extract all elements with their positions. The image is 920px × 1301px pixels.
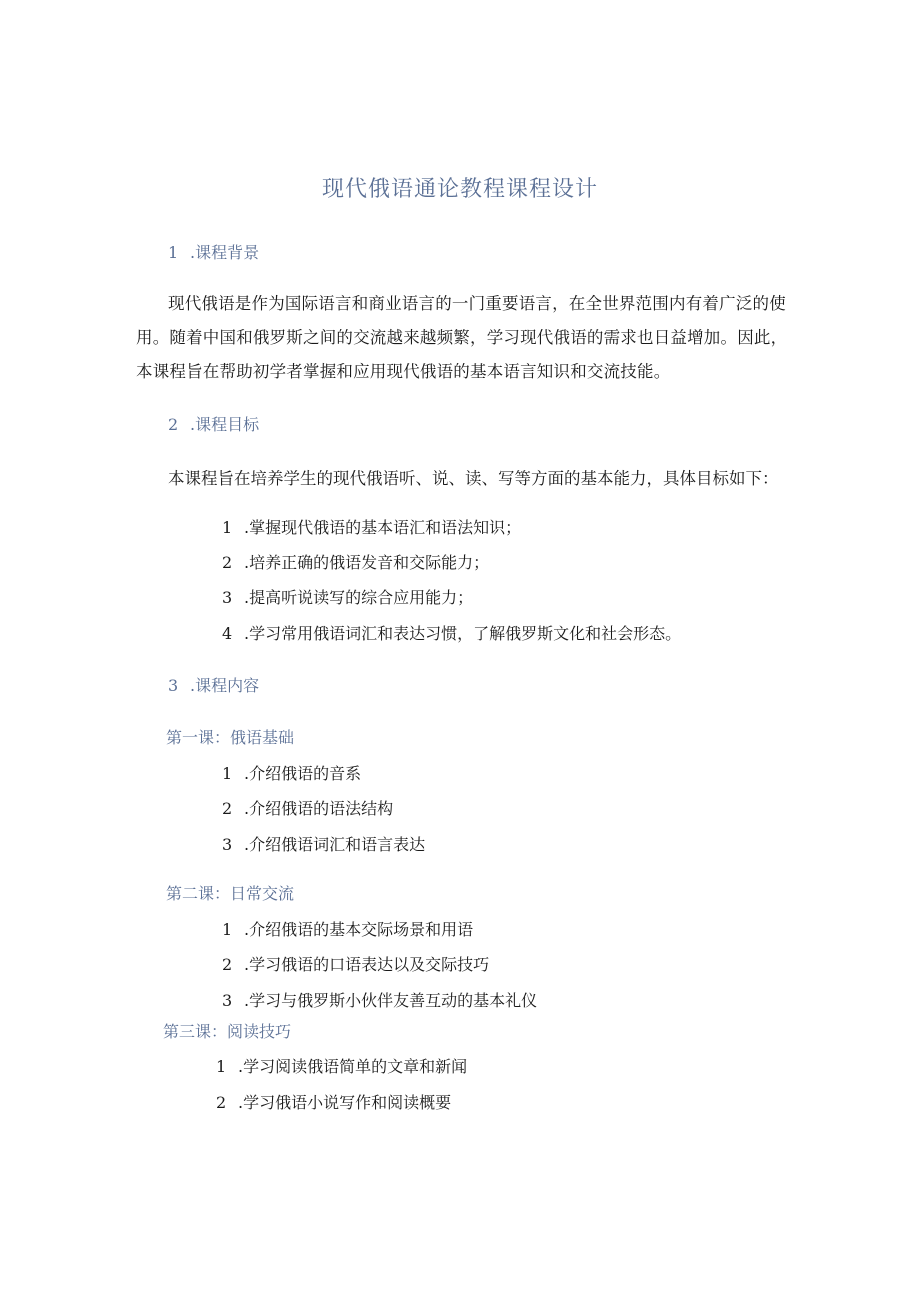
section-2-heading — [168, 412, 259, 435]
item-text: .介绍俄语的音系 — [244, 764, 362, 783]
lesson-2-title: 第二课：日常交流 — [166, 884, 295, 903]
item-number: 3 — [222, 991, 233, 1010]
item-text: .介绍俄语的语法结构 — [244, 799, 394, 818]
list-item — [222, 952, 489, 975]
list-item — [216, 1054, 467, 1077]
item-number: 1 — [216, 1057, 227, 1076]
list-item — [222, 988, 537, 1011]
list-item — [222, 796, 393, 819]
section-1-heading — [168, 240, 259, 263]
section-title: .课程内容 — [190, 676, 260, 695]
lesson-1-title: 第一课：俄语基础 — [166, 728, 295, 747]
paragraph-line: 本课程旨在帮助初学者掌握和应用现代俄语的基本语言知识和交流技能。 — [136, 362, 671, 381]
section-number: 2 — [168, 415, 179, 434]
item-text: .介绍俄语词汇和语言表达 — [244, 835, 426, 854]
list-item — [222, 515, 521, 538]
section-3-heading — [168, 673, 259, 696]
section-number: 1 — [168, 243, 179, 262]
item-text: .学习常用俄语词汇和表达习惯，了解俄罗斯文化和社会形态。 — [244, 624, 682, 643]
item-text: .学习俄语的口语表达以及交际技巧 — [244, 955, 490, 974]
list-item — [222, 832, 425, 855]
item-text: .学习阅读俄语简单的文章和新闻 — [238, 1057, 468, 1076]
item-text: .掌握现代俄语的基本语汇和语法知识； — [244, 518, 522, 537]
item-text: .提高听说读写的综合应用能力； — [244, 588, 474, 607]
item-number: 4 — [222, 624, 233, 643]
list-item — [222, 621, 681, 644]
item-number: 2 — [222, 955, 233, 974]
section-number: 3 — [168, 676, 179, 695]
item-text: .学习与俄罗斯小伙伴友善互动的基本礼仪 — [244, 991, 538, 1010]
paragraph-line: 现代俄语是作为国际语言和商业语言的一门重要语言，在全世界范围内有着广泛的使 — [168, 294, 786, 313]
item-number: 3 — [222, 835, 233, 854]
item-number: 1 — [222, 518, 233, 537]
paragraph-line: 用。随着中国和俄罗斯之间的交流越来越频繁，学习现代俄语的需求也日益增加。因此， — [136, 328, 788, 347]
item-number: 2 — [222, 799, 233, 818]
list-item — [222, 761, 361, 784]
section-2-intro: 本课程旨在培养学生的现代俄语听、说、读、写等方面的基本能力，具体目标如下： — [168, 469, 779, 488]
item-number: 1 — [222, 920, 233, 939]
list-item — [216, 1090, 451, 1113]
item-number: 2 — [222, 553, 233, 572]
list-item — [222, 917, 473, 940]
section-title: .课程目标 — [190, 415, 260, 434]
item-text: .学习俄语小说写作和阅读概要 — [238, 1093, 452, 1112]
section-title: .课程背景 — [190, 243, 260, 262]
list-item — [222, 585, 473, 608]
lesson-3-title: 第三课：阅读技巧 — [163, 1022, 292, 1041]
item-number: 2 — [216, 1093, 227, 1112]
item-text: .介绍俄语的基本交际场景和用语 — [244, 920, 474, 939]
document-title: 现代俄语通论教程课程设计 — [321, 177, 598, 202]
list-item — [222, 550, 489, 573]
item-text: .培养正确的俄语发音和交际能力； — [244, 553, 490, 572]
item-number: 3 — [222, 588, 233, 607]
item-number: 1 — [222, 764, 233, 783]
